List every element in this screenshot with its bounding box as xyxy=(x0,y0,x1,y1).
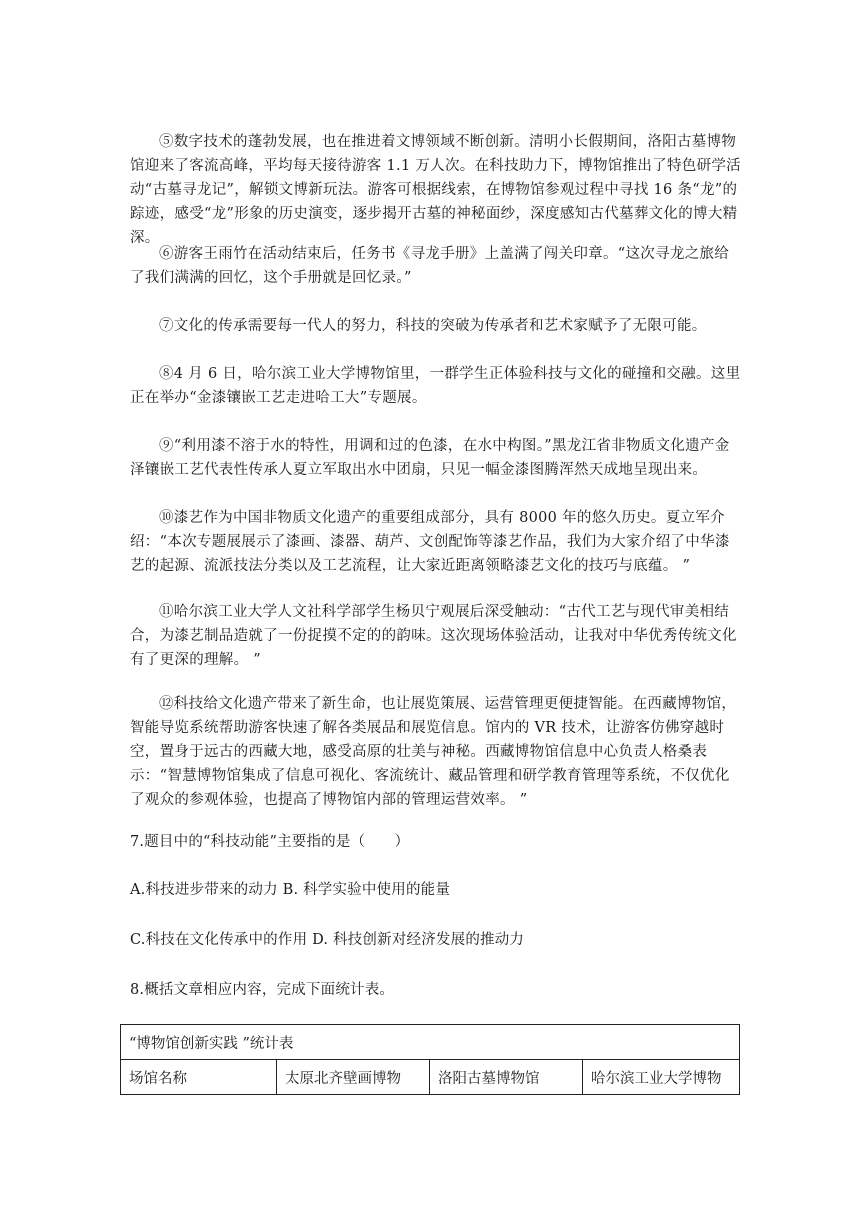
paragraph-7: ⑦文化的传承需要每一代人的努力，科技的突破为传承者和艺术家赋予了无限可能。 xyxy=(159,318,707,334)
paragraph-10: ⑩漆艺作为中国非物质文化遗产的重要组成部分，具有 8000 年的悠久历史。夏立军介绍：“本次专题展展示了漆画、漆器、葫芦、文创配饰等漆艺作品，我们为大家介绍了中华漆艺的起源、流派技法分类以及工艺流程，让大家近距离领略漆艺文化的技巧与底蕴。 ” xyxy=(130,510,730,574)
question-8-stem: 8.概括文章相应内容，完成下面统计表。 xyxy=(130,982,395,998)
paragraph-8: ⑧4 月 6 日，哈尔滨工业大学博物馆里，一群学生正体验科技与文化的碰撞和交融。这里正在举办“金漆镶嵌工艺走进哈工大”专题展。 xyxy=(130,366,741,406)
paragraph-11: ⑪哈尔滨工业大学人文社科学部学生杨贝宁观展后深受触动：“古代工艺与现代审美相结合，为漆艺制品造就了一份捉摸不定的的韵味。这次现场体验活动，让我对中华优秀传统文化有了更深的理解。 ” xyxy=(130,604,737,668)
table-header-taiyuan: 太原北齐壁画博物 xyxy=(277,1060,430,1095)
question-7-options-cd: C.科技在文化传承中的作用 D. 科技创新对经济发展的推动力 xyxy=(130,932,525,948)
table-header-harbin: 哈尔滨工业大学博物 xyxy=(583,1060,740,1095)
paragraph-9: ⑨“利用漆不溶于水的特性，用调和过的色漆，在水中构图。”黑龙江省非物质文化遗产金泽镶嵌工艺代表性传承人夏立军取出水中团扇，只见一幅金漆图腾浑然天成地呈现出来。 xyxy=(130,438,730,478)
paragraph-12: ⑫科技给文化遗产带来了新生命，也让展览策展、运营管理更便捷智能。在西藏博物馆，智能导览系统帮助游客快速了解各类展品和展览信息。馆内的 VR 技术，让游客仿佛穿越时空，置身于远古的西藏大地，感受高原的壮美与神秘。西藏博物馆信息中心负责人格桑表示：“智慧博物馆集成了信息可视化、客流统计、藏品管理和研学教育管理等系统，不仅优化了观众的参观体验，也提高了博物馆内部的管理运营效率。 ” xyxy=(130,696,737,808)
table-header-venue-name: 场馆名称 xyxy=(121,1060,277,1095)
table-header-row xyxy=(121,1060,740,1095)
table-title: “博物馆创新实践 ”统计表 xyxy=(121,1025,740,1060)
table-header-luoyang: 洛阳古墓博物馆 xyxy=(430,1060,583,1095)
paragraph-6: ⑥游客王雨竹在活动结束后，任务书《寻龙手册》上盖满了闯关印章。“这次寻龙之旅给了我们满满的回忆，这个手册就是回忆录。” xyxy=(130,246,730,286)
question-7-options-ab: A.科技进步带来的动力 B. 科学实验中使用的能量 xyxy=(130,882,451,898)
question-7-stem: 7.题目中的“科技动能”主要指的是（ ） xyxy=(130,834,410,850)
statistics-table xyxy=(120,1024,740,1095)
paragraph-5: ⑤数字技术的蓬勃发展，也在推进着文博领域不断创新。清明小长假期间，洛阳古墓博物馆迎来了客流高峰，平均每天接待游客 1.1 万人次。在科技助力下，博物馆推出了特色研学活动“古墓寻龙记”，解锁文博新玩法。游客可根据线索，在博物馆参观过程中寻找 16 条“龙”的踪迹，感受“龙”形象的历史演变，逐步揭开古墓的神秘面纱，深度感知古代墓葬文化的博大精深。 xyxy=(130,134,741,246)
table-title-row xyxy=(121,1025,740,1060)
